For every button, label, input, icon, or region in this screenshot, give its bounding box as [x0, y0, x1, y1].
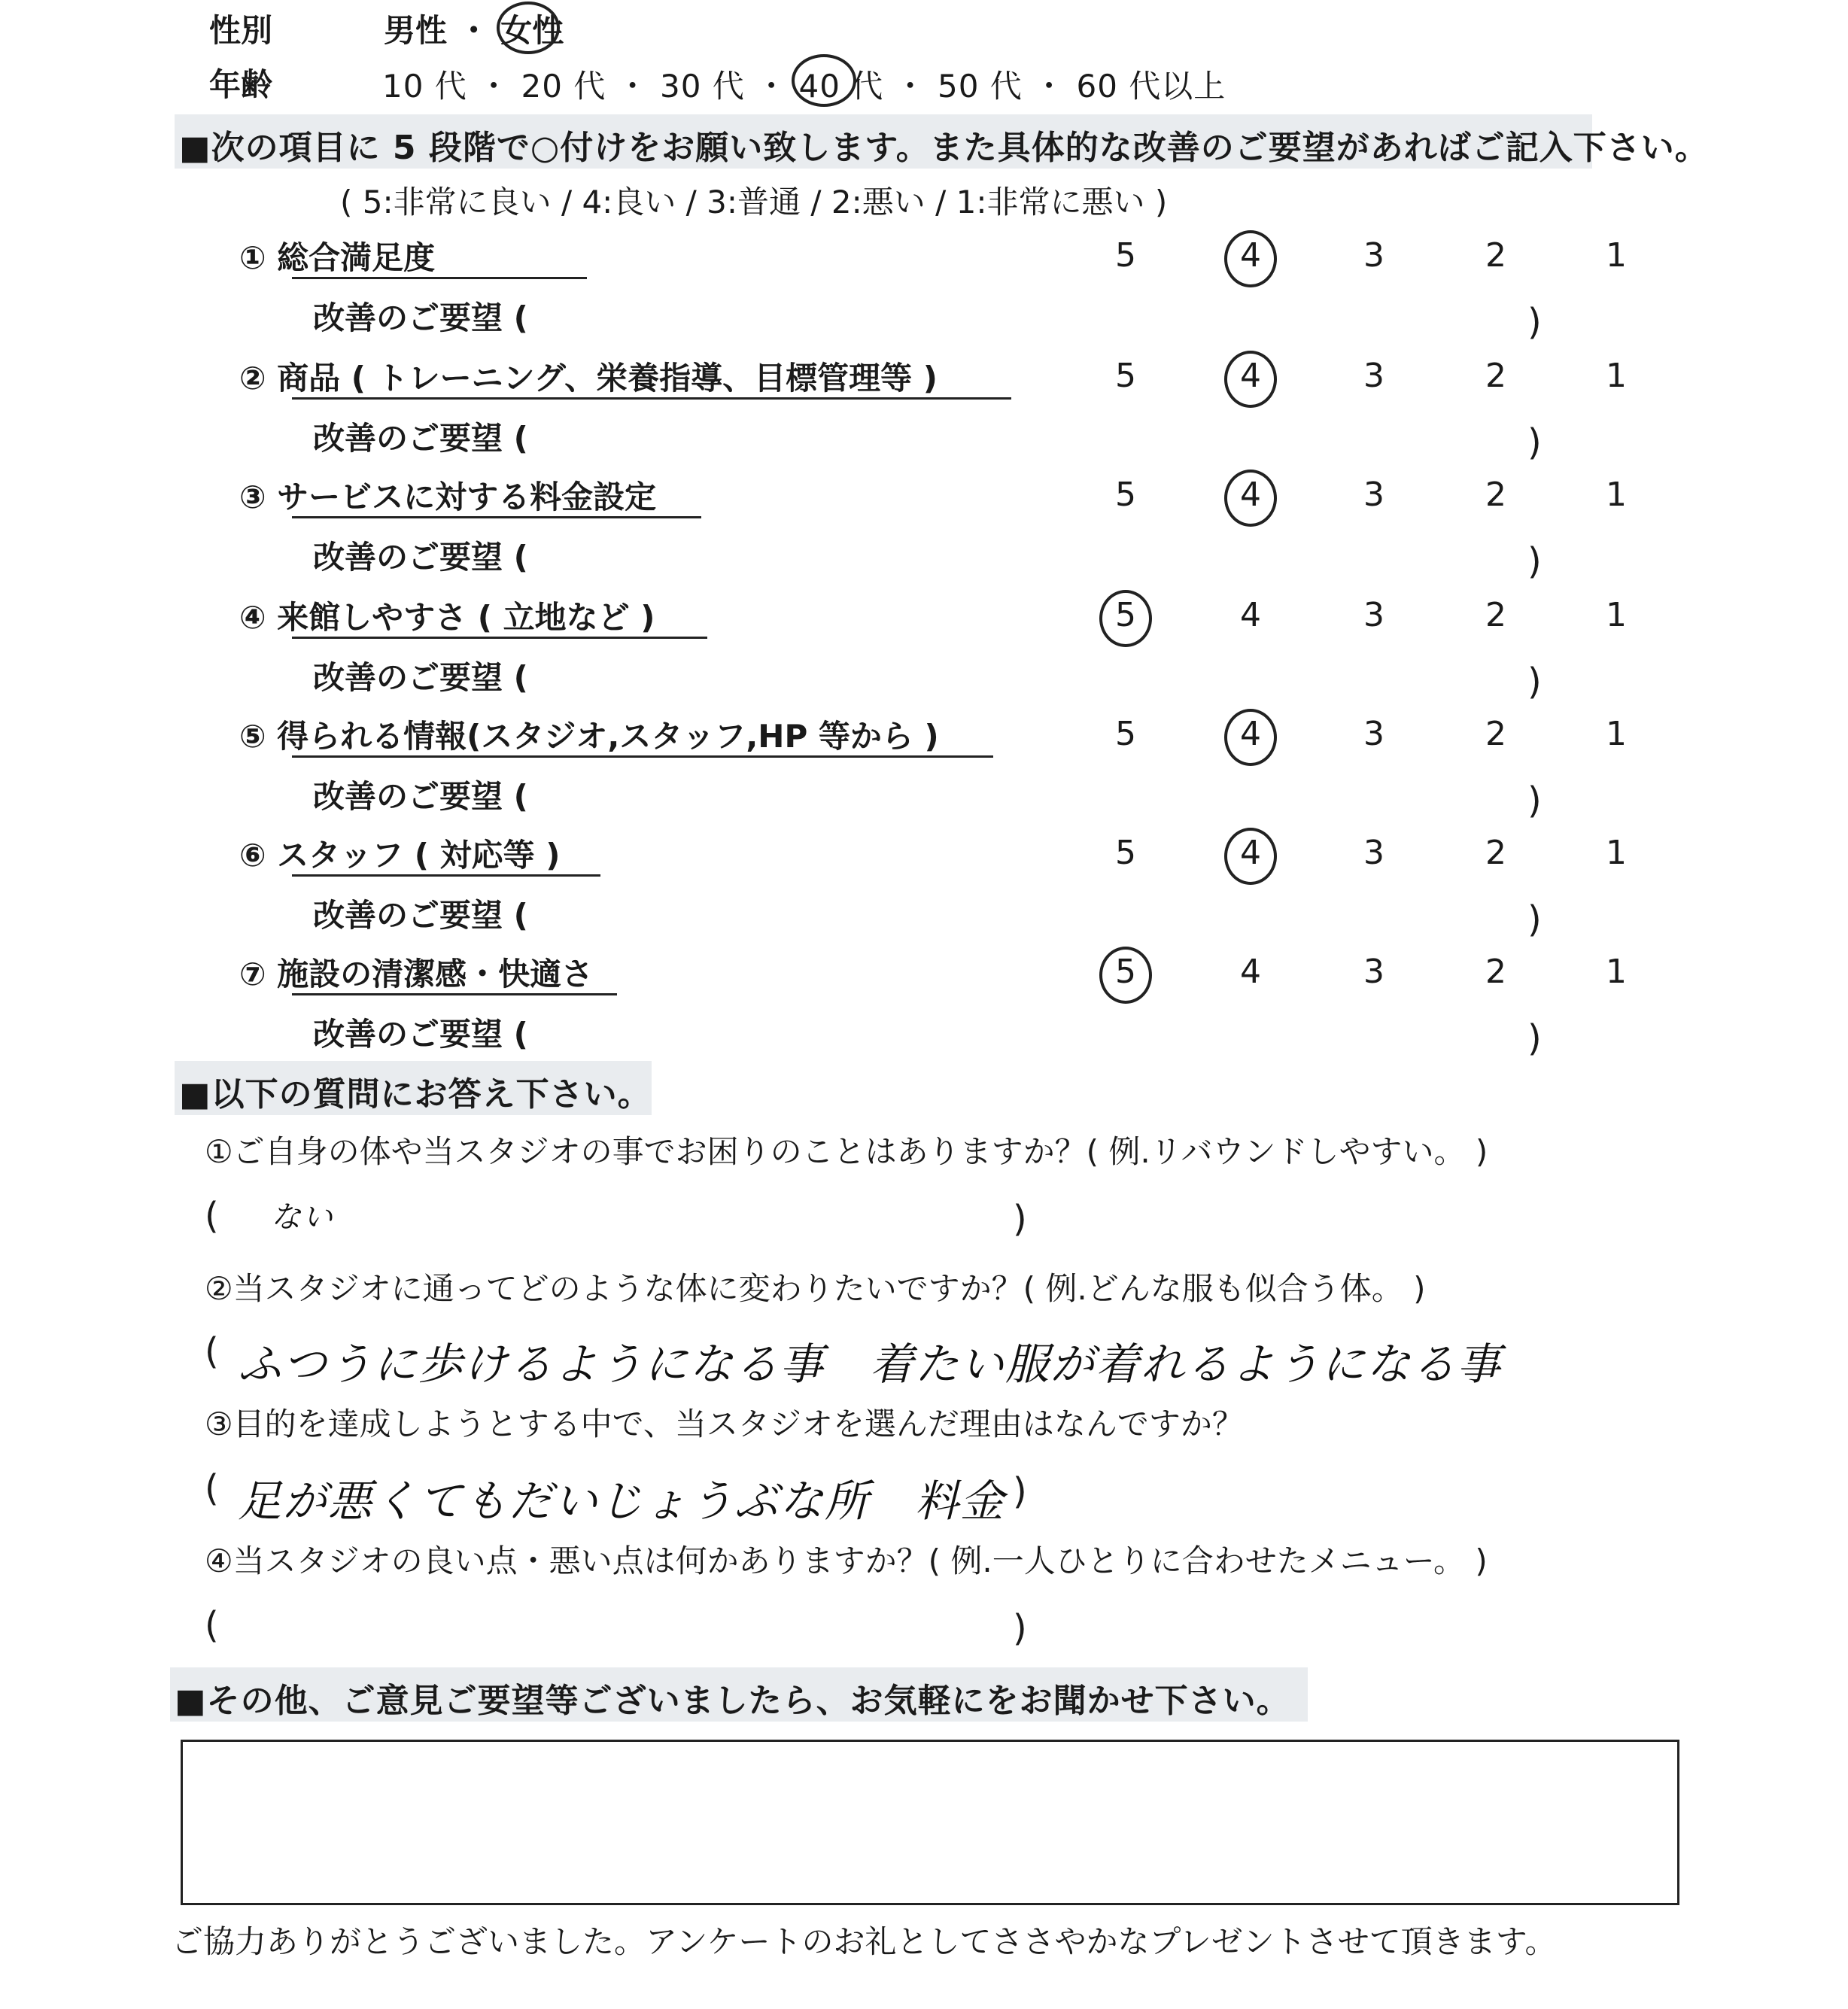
rating-option-3[interactable]: 3 — [1363, 715, 1384, 753]
improvement-request-label: 改善のご要望 ( — [313, 897, 528, 934]
rating-option-5[interactable]: 5 — [1115, 476, 1136, 514]
rating-option-1[interactable]: 1 — [1606, 357, 1627, 395]
improvement-request-close-paren: ) — [1527, 301, 1542, 343]
rating-option-3[interactable]: 3 — [1363, 476, 1384, 514]
rating-option-2[interactable]: 2 — [1485, 953, 1506, 991]
selected-circle — [1224, 709, 1277, 766]
improvement-request-close-paren: ) — [1527, 898, 1542, 941]
questions-section-title: ■以下の質問にお答え下さい。 — [179, 1075, 652, 1114]
question-text: ③目的を達成しようとする中で、当スタジオを選んだ理由はなんですか？ — [205, 1406, 1244, 1442]
rating-item-label: ③ サービスに対する料金設定 — [239, 479, 657, 515]
rating-option-4[interactable]: 4 — [1240, 476, 1261, 514]
rating-option-3[interactable]: 3 — [1363, 953, 1384, 991]
answer-close-paren: ) — [1013, 1198, 1027, 1240]
rating-item-label: ⑤ 得られる情報(スタジオ,スタッフ,HP 等から ) — [239, 718, 939, 755]
answer-open-paren: ( — [205, 1330, 219, 1372]
improvement-request-label: 改善のご要望 ( — [313, 539, 528, 576]
rating-option-1[interactable]: 1 — [1606, 236, 1627, 275]
rating-item-underline — [292, 516, 701, 518]
rating-option-5[interactable]: 5 — [1115, 236, 1136, 275]
rating-option-2[interactable]: 2 — [1485, 236, 1506, 275]
rating-section-title: ■次の項目に 5 段階で○付けをお願い致します。また具体的な改善のご要望があればご記入下さい。 — [179, 129, 1709, 167]
rating-item-underline — [292, 277, 587, 279]
rating-option-5[interactable]: 5 — [1115, 596, 1136, 634]
rating-option-3[interactable]: 3 — [1363, 596, 1384, 634]
rating-option-2[interactable]: 2 — [1485, 357, 1506, 395]
question-text: ①ご自身の体や当スタジオの事でお困りのことはありますか？( 例.リバウンドしやすい。 ) — [205, 1133, 1488, 1170]
rating-option-5[interactable]: 5 — [1115, 715, 1136, 753]
age-options[interactable]: 10 代 ・ 20 代 ・ 30 代 ・ 40 代 ・ 50 代 ・ 60 代以上 — [382, 68, 1226, 105]
improvement-request-label: 改善のご要望 ( — [313, 299, 528, 336]
improvement-request-label: 改善のご要望 ( — [313, 420, 528, 457]
rating-option-1[interactable]: 1 — [1606, 596, 1627, 634]
selected-circle — [1224, 351, 1277, 408]
rating-item-label: ① 総合満足度 — [239, 239, 436, 276]
improvement-request-close-paren: ) — [1527, 1017, 1542, 1059]
rating-option-1[interactable]: 1 — [1606, 834, 1627, 872]
question-text: ④当スタジオの良い点・悪い点は何かありますか？( 例.一人ひとりに合わせたメニュー。 ) — [205, 1542, 1488, 1579]
rating-option-2[interactable]: 2 — [1485, 834, 1506, 872]
rating-item-label: ④ 来館しやすさ ( 立地など ) — [239, 599, 655, 636]
rating-option-1[interactable]: 1 — [1606, 476, 1627, 514]
rating-option-2[interactable]: 2 — [1485, 476, 1506, 514]
improvement-request-label: 改善のご要望 ( — [313, 778, 528, 815]
answer-open-paren: ( — [205, 1195, 219, 1237]
improvement-request-close-paren: ) — [1527, 661, 1542, 703]
rating-item-label: ⑦ 施設の清潔感・快適さ — [239, 956, 594, 992]
answer-open-paren: ( — [205, 1604, 219, 1646]
handwritten-answer[interactable]: ふつうに歩けるようになる事 着たい服が着れるようになる事 — [238, 1339, 1503, 1390]
gender-selection-circle — [497, 2, 560, 54]
rating-option-3[interactable]: 3 — [1363, 236, 1384, 275]
age-selection-circle — [792, 54, 856, 107]
rating-scale-note: ( 5:非常に良い / 4:良い / 3:普通 / 2:悪い / 1:非常に悪い ) — [340, 184, 1168, 220]
other-section-title: ■その他、ご意見ご要望等ございましたら、お気軽にをお聞かせ下さい。 — [175, 1682, 1290, 1720]
rating-item-underline — [292, 755, 993, 758]
improvement-request-close-paren: ) — [1527, 780, 1542, 822]
selected-circle — [1224, 230, 1277, 287]
rating-option-2[interactable]: 2 — [1485, 715, 1506, 753]
improvement-request-label: 改善のご要望 ( — [313, 1016, 528, 1053]
selected-circle — [1099, 590, 1152, 647]
rating-item-underline — [292, 637, 707, 639]
rating-item-underline — [292, 993, 617, 995]
gender-label: 性別 — [209, 12, 273, 49]
answer-close-paren: ) — [1013, 1607, 1027, 1649]
rating-option-5[interactable]: 5 — [1115, 834, 1136, 872]
improvement-request-close-paren: ) — [1527, 421, 1542, 463]
selected-circle — [1224, 470, 1277, 527]
answer-open-paren: ( — [205, 1467, 219, 1509]
selected-circle — [1099, 947, 1152, 1004]
rating-item-label: ⑥ スタッフ ( 対応等 ) — [239, 837, 561, 874]
improvement-request-label: 改善のご要望 ( — [313, 659, 528, 696]
rating-option-4[interactable]: 4 — [1240, 357, 1261, 395]
rating-option-5[interactable]: 5 — [1115, 357, 1136, 395]
rating-item-label: ② 商品 ( トレーニング、栄養指導、目標管理等 ) — [239, 360, 938, 397]
rating-option-1[interactable]: 1 — [1606, 715, 1627, 753]
age-label: 年齢 — [209, 66, 273, 103]
gender-options[interactable]: 男性 ・ 女性 — [384, 12, 564, 49]
question-text: ②当スタジオに通ってどのような体に変わりたいですか？( 例.どんな服も似合う体。 ) — [205, 1270, 1426, 1307]
rating-option-4[interactable]: 4 — [1240, 715, 1261, 753]
rating-option-4[interactable]: 4 — [1240, 953, 1261, 991]
rating-item-underline — [292, 874, 600, 877]
footer-thanks: ご協力ありがとうございました。アンケートのお礼としてささやかなプレゼントさせて頂きます。 — [172, 1923, 1557, 1960]
selected-circle — [1224, 828, 1277, 885]
rating-option-3[interactable]: 3 — [1363, 834, 1384, 872]
handwritten-answer[interactable]: 足が悪くてもだいじょうぶな所 料金 — [238, 1476, 1006, 1527]
comment-box[interactable] — [181, 1740, 1679, 1905]
rating-option-3[interactable]: 3 — [1363, 357, 1384, 395]
rating-option-4[interactable]: 4 — [1240, 596, 1261, 634]
rating-item-underline — [292, 397, 1011, 400]
handwritten-answer[interactable]: ない — [271, 1200, 334, 1235]
rating-option-4[interactable]: 4 — [1240, 236, 1261, 275]
rating-option-4[interactable]: 4 — [1240, 834, 1261, 872]
rating-option-1[interactable]: 1 — [1606, 953, 1627, 991]
improvement-request-close-paren: ) — [1527, 540, 1542, 582]
rating-option-5[interactable]: 5 — [1115, 953, 1136, 991]
rating-option-2[interactable]: 2 — [1485, 596, 1506, 634]
answer-close-paren: ) — [1013, 1470, 1027, 1512]
